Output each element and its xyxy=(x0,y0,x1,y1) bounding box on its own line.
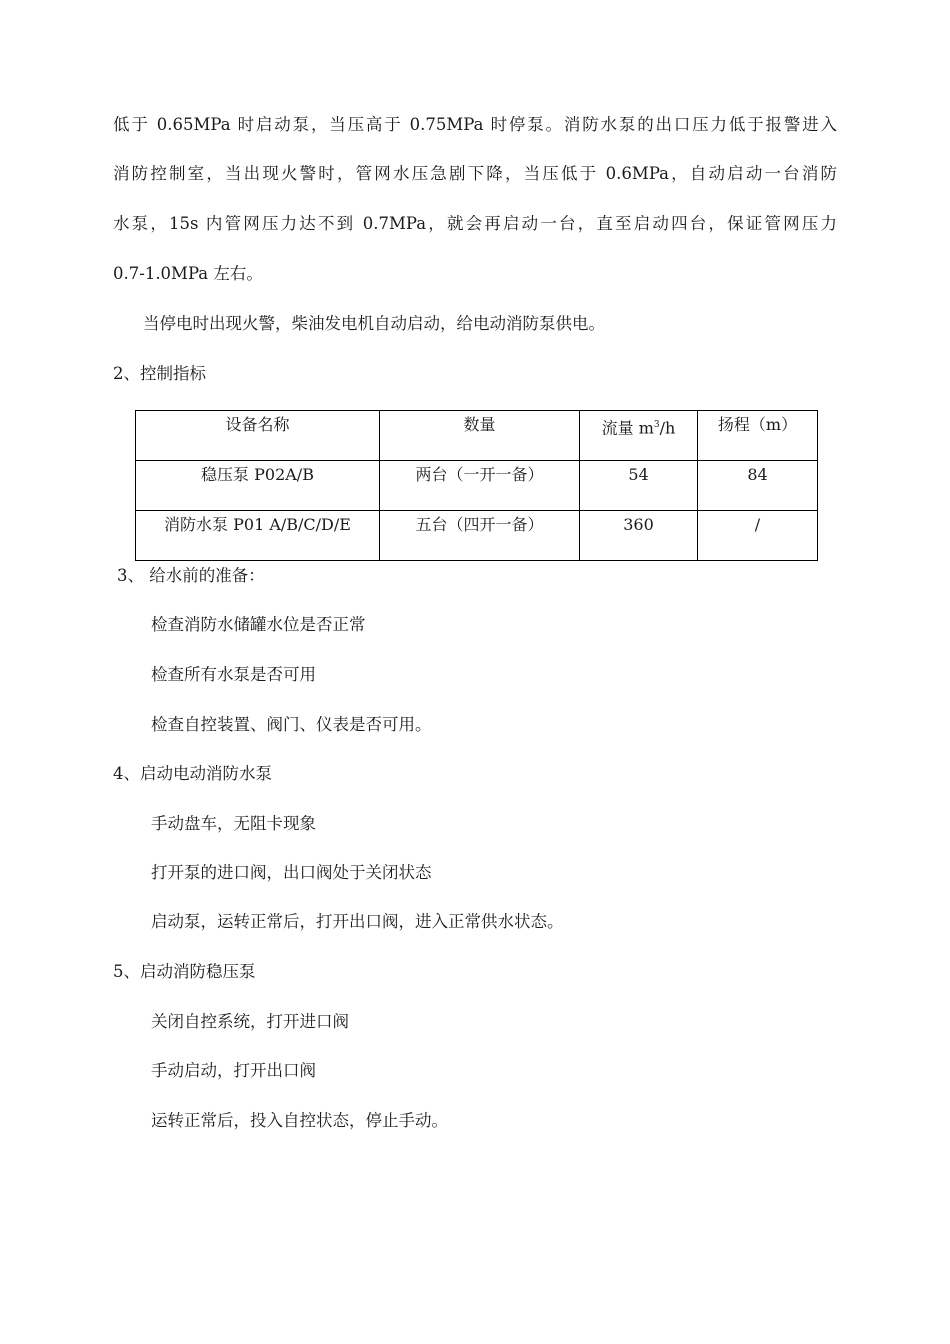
table-cell: 稳压泵 P02A/B xyxy=(136,461,380,511)
list-item: 运转正常后，投入自控状态，停止手动。 xyxy=(151,1111,448,1130)
table-cell: 54 xyxy=(580,461,698,511)
list-item: 启动泵，运转正常后，打开出口阀，进入正常供水状态。 xyxy=(151,912,564,931)
flow-header-unit: /h xyxy=(659,418,676,438)
paragraph-line: 水泵，15s 内管网压力达不到 0.7MPa，就会再启动一台，直至启动四台，保证管网压力 xyxy=(113,214,837,233)
table-header-cell: 扬程（m） xyxy=(698,411,818,461)
table-cell: 五台（四开一备） xyxy=(380,511,580,561)
list-item: 手动启动，打开出口阀 xyxy=(151,1061,316,1080)
paragraph-line: 0.7-1.0MPa 左右。 xyxy=(113,264,263,283)
paragraph-line: 低于 0.65MPa 时启动泵，当压高于 0.75MPa 时停泵。消防水泵的出口压力低于报警进入 xyxy=(113,115,837,134)
table-header-cell: 数量 xyxy=(380,411,580,461)
list-item: 检查自控装置、阀门、仪表是否可用。 xyxy=(151,715,432,734)
table-cell: / xyxy=(698,511,818,561)
unit-superscript: 3 xyxy=(653,420,660,430)
list-item: 关闭自控系统，打开进口阀 xyxy=(151,1012,349,1031)
paragraph-line: 消防控制室，当出现火警时，管网水压急剧下降，当压低于 0.6MPa，自动启动一台消防 xyxy=(113,164,837,183)
table-row xyxy=(136,461,818,511)
section-heading: 4、启动电动消防水泵 xyxy=(113,764,272,783)
flow-header-text: 流量 m xyxy=(601,418,654,438)
paragraph: 当停电时出现火警，柴油发电机自动启动，给电动消防泵供电。 xyxy=(143,314,605,333)
table-header-cell xyxy=(580,411,698,461)
table-cell: 两台（一开一备） xyxy=(380,461,580,511)
control-index-table xyxy=(135,410,818,561)
list-item: 检查所有水泵是否可用 xyxy=(151,665,316,684)
table-row xyxy=(136,511,818,561)
section-heading: 5、启动消防稳压泵 xyxy=(113,962,256,981)
list-item: 打开泵的进口阀，出口阀处于关闭状态 xyxy=(151,863,432,882)
table-header-row xyxy=(136,411,818,461)
section-heading: 2、控制指标 xyxy=(113,364,206,383)
table-cell: 84 xyxy=(698,461,818,511)
list-item: 手动盘车，无阻卡现象 xyxy=(151,814,316,833)
list-item: 检查消防水储罐水位是否正常 xyxy=(151,615,366,634)
section-heading: 3、 给水前的准备： xyxy=(117,566,265,585)
table-header-cell: 设备名称 xyxy=(136,411,380,461)
table-cell: 360 xyxy=(580,511,698,561)
table-cell: 消防水泵 P01 A/B/C/D/E xyxy=(136,511,380,561)
